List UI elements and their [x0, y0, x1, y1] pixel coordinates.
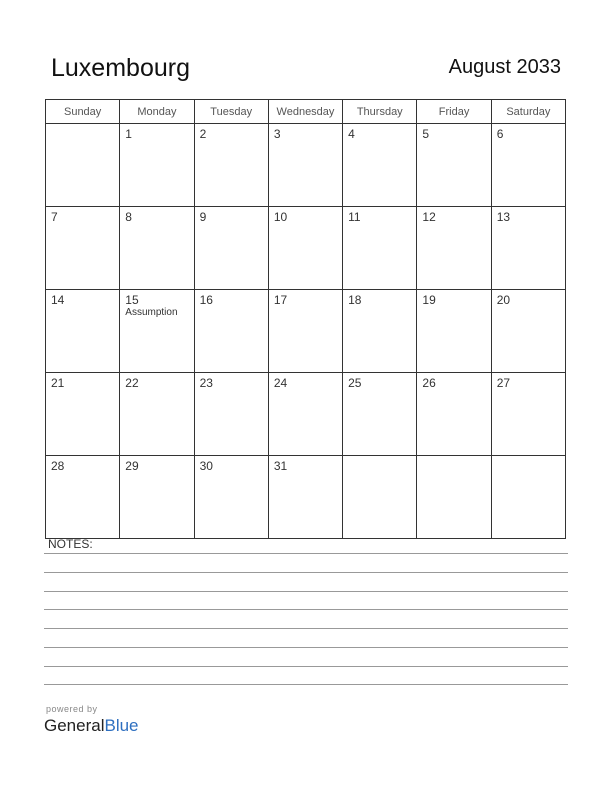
day-cell [268, 373, 342, 456]
brand-general: General [44, 716, 105, 735]
notes-line [44, 609, 568, 610]
day-cell [46, 456, 120, 539]
day-number: 29 [125, 459, 139, 473]
day-number: 22 [125, 376, 139, 390]
notes-line [44, 628, 568, 629]
weekday-friday: Friday [417, 100, 491, 124]
day-cell [46, 207, 120, 290]
day-cell [120, 290, 194, 373]
day-cell [268, 456, 342, 539]
day-number: 10 [273, 210, 288, 224]
day-number: 23 [199, 376, 213, 390]
country-title: Luxembourg [51, 54, 190, 82]
day-cell [491, 456, 565, 539]
day-cell [417, 456, 491, 539]
weekday-saturday: Saturday [491, 100, 565, 124]
day-number: 14 [51, 293, 65, 307]
day-cell [417, 207, 491, 290]
weekday-thursday: Thursday [343, 100, 417, 124]
day-number: 17 [273, 293, 288, 307]
notes-line [44, 591, 568, 592]
day-number: 24 [273, 376, 288, 390]
day-cell [194, 373, 268, 456]
day-number: 19 [422, 293, 436, 307]
day-cell [46, 290, 120, 373]
weekday-wednesday: Wednesday [268, 100, 342, 124]
day-cell [343, 373, 417, 456]
day-cell [194, 290, 268, 373]
day-cell [491, 373, 565, 456]
day-cell [491, 290, 565, 373]
day-number: 27 [496, 376, 511, 390]
notes-line [44, 572, 568, 573]
day-number: 1 [125, 127, 132, 141]
day-cell [491, 207, 565, 290]
week-row [46, 124, 566, 207]
day-number: 26 [422, 376, 436, 390]
day-cell [343, 456, 417, 539]
brand-logo [44, 716, 139, 736]
day-number: 8 [125, 210, 132, 224]
month-title: August 2033 [448, 56, 561, 78]
day-number: 30 [199, 459, 213, 473]
holiday-label: Assumption [125, 307, 178, 318]
day-cell [46, 124, 120, 207]
notes-line [44, 553, 568, 554]
day-number: 28 [51, 459, 65, 473]
day-number: 25 [348, 376, 362, 390]
day-cell [120, 124, 194, 207]
day-number: 6 [496, 127, 504, 141]
day-cell [417, 290, 491, 373]
day-cell [343, 124, 417, 207]
notes-label: NOTES: [48, 537, 93, 551]
day-cell [120, 207, 194, 290]
weekday-sunday: Sunday [46, 100, 120, 124]
day-number: 21 [51, 376, 65, 390]
day-number: 31 [273, 459, 288, 473]
notes-line [44, 666, 568, 667]
day-cell [194, 456, 268, 539]
weekday-monday: Monday [120, 100, 194, 124]
day-cell [46, 373, 120, 456]
day-cell [268, 124, 342, 207]
weekday-header-row [46, 100, 566, 124]
day-cell [343, 207, 417, 290]
day-number: 18 [348, 293, 362, 307]
day-cell [268, 290, 342, 373]
day-number: 11 [348, 210, 361, 224]
week-row [46, 456, 566, 539]
day-number: 12 [422, 210, 436, 224]
day-cell [194, 207, 268, 290]
powered-by-text: powered by [46, 704, 98, 714]
day-number: 9 [199, 210, 207, 224]
week-row [46, 373, 566, 456]
day-number: 2 [199, 127, 207, 141]
day-number: 5 [422, 127, 430, 141]
weekday-tuesday: Tuesday [194, 100, 268, 124]
day-number: 3 [273, 127, 281, 141]
day-number: 7 [51, 210, 58, 224]
brand-blue: Blue [104, 716, 139, 735]
day-cell [417, 373, 491, 456]
week-row [46, 290, 566, 373]
day-cell [120, 373, 194, 456]
day-cell [194, 124, 268, 207]
day-number: 20 [496, 293, 511, 307]
day-cell [491, 124, 565, 207]
day-number: 4 [348, 127, 355, 141]
day-cell [417, 124, 491, 207]
day-number: 15 [125, 293, 139, 307]
notes-line [44, 647, 568, 648]
notes-line [44, 684, 568, 685]
calendar-grid [45, 99, 566, 539]
day-cell [343, 290, 417, 373]
day-number: 16 [199, 293, 213, 307]
day-cell [268, 207, 342, 290]
day-cell [120, 456, 194, 539]
day-number: 13 [496, 210, 511, 224]
week-row [46, 207, 566, 290]
